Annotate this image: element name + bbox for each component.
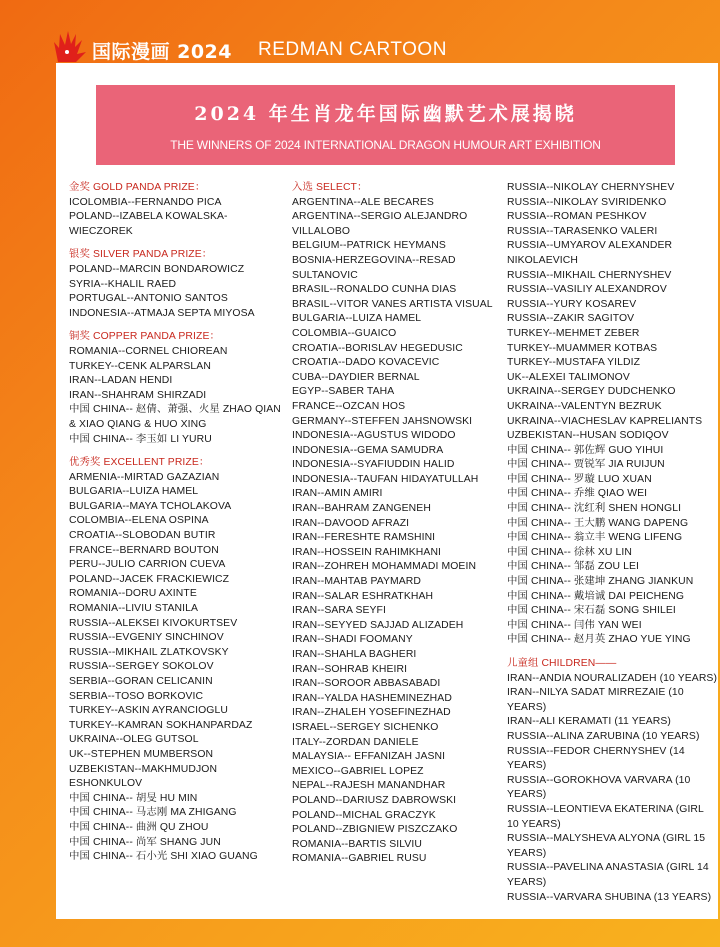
winner-entry: ROMANIA--BARTIS SILVIU <box>292 838 422 850</box>
winner-entry: RUSSIA--VASILIY ALEXANDROV <box>507 284 667 296</box>
content-panel <box>56 63 718 919</box>
section-gap <box>69 321 283 330</box>
winner-entry: COLOMBIA--ELENA OSPINA <box>69 515 209 527</box>
winner-entry: 中国 CHINA-- 赵倩、萧强、火星 ZHAO QIAN & XIAO QIANG & HUO XING <box>69 404 281 430</box>
winner-entry: RUSSIA--FEDOR CHERNYSHEV (14 YEARS) <box>507 745 685 772</box>
winner-entry: 中国 CHINA-- 翁立丰 WENG LIFENG <box>507 532 683 544</box>
winner-entry: RUSSIA--ZAKIR SAGITOV <box>507 313 635 325</box>
winner-entry: IRAN--SHADI FOOMANY <box>292 634 413 646</box>
winner-entry: 中国 CHINA-- 贾锐军 JIA RUIJUN <box>507 459 665 471</box>
winner-entry: CUBA--DAYDIER BERNAL <box>292 371 420 383</box>
winner-entry: ISRAEL--SERGEY SICHENKO <box>292 721 439 733</box>
winner-entry: CROATIA--BORISLAV HEGEDUSIC <box>292 342 463 354</box>
winner-entry: UKRAINA--SERGEY DUDCHENKO <box>507 386 676 398</box>
banner-title-cn: 2024 年生肖龙年国际幽默艺术展揭晓 <box>194 103 577 125</box>
winner-entry: SYRIA--KHALIL RAED <box>69 278 177 290</box>
winner-entry: RUSSIA--MALYSHEVA ALYONA (GIRL 15 YEARS) <box>507 833 706 859</box>
winner-entry: COLOMBIA--GUAICO <box>292 327 397 339</box>
winner-entry: ROMANIA--GABRIEL RUSU <box>292 853 427 865</box>
winner-entry: IRAN--SEYYED SAJJAD ALIZADEH <box>292 619 464 631</box>
prize-heading: 儿童组 CHILDREN—— <box>507 658 617 669</box>
winner-entry: BRASIL--RONALDO CUNHA DIAS <box>292 284 457 296</box>
winner-entry: IRAN--YALDA HASHEMINEZHAD <box>292 692 452 704</box>
winner-entry: ROMANIA--CORNEL CHIOREAN <box>69 345 228 357</box>
winner-entry: PERU--JULIO CARRION CUEVA <box>69 559 226 571</box>
winner-entry: IRAN--ANDIA NOURALIZADEH (10 YEARS) <box>507 672 718 684</box>
winner-entry: IRAN--SARA SEYFI <box>292 605 386 617</box>
winner-entry: POLAND--MICHAL GRACZYK <box>292 809 436 821</box>
winner-entry: UKRAINA--VALENTYN BEZRUK <box>507 400 662 412</box>
winner-entry: RUSSIA--LEONTIEVA EKATERINA (GIRL 10 YEARS) <box>507 803 704 830</box>
winner-entry: ARMENIA--MIRTAD GAZAZIAN <box>69 471 220 483</box>
winner-entry: 中国 CHINA-- 郭佐辉 GUO YIHUI <box>507 444 664 456</box>
winner-entry: IRAN--LADAN HENDI <box>69 375 173 387</box>
winner-entry: 中国 CHINA-- 李玉如 LI YURU <box>69 433 212 445</box>
winner-entry: RUSSIA--SERGEY SOKOLOV <box>69 661 214 673</box>
winner-entry: IRAN--BAHRAM ZANGENEH <box>292 503 431 515</box>
prize-heading: 优秀奖 EXCELLENT PRIZE： <box>69 457 210 469</box>
winner-entry: IRAN--ZOHREH MOHAMMADI MOEIN <box>292 561 477 573</box>
winner-entry: UK--STEPHEN MUMBERSON <box>69 748 214 760</box>
winner-entry: RUSSIA--NIKOLAY SVIRIDENKO <box>507 196 667 208</box>
winner-entry: UK--ALEXEI TALIMONOV <box>507 371 630 383</box>
winner-entry: 中国 CHINA-- 宋石磊 SONG SHILEI <box>507 605 676 617</box>
winner-entry: RUSSIA--PAVELINA ANASTASIA (GIRL 14 YEARS) <box>507 862 709 888</box>
winner-entry: INDONESIA--SYAFIUDDIN HALID <box>292 459 455 471</box>
winner-entry: UKRAINA--OLEG GUTSOL <box>69 734 199 746</box>
title-banner <box>96 85 675 165</box>
winner-entry: IRAN--AMIN AMIRI <box>292 488 383 500</box>
winner-entry: BULGARIA--LUIZA HAMEL <box>69 486 199 498</box>
winner-entry: TURKEY--KAMRAN SOKHANPARDAZ <box>69 719 253 731</box>
winner-entry: RUSSIA--MIKHAIL CHERNYSHEV <box>507 269 672 281</box>
winner-entry: IRAN--SALAR ESHRATKHAH <box>292 590 434 602</box>
winners-column-1 <box>69 181 283 865</box>
winner-entry: INDONESIA--GEMA SAMUDRA <box>292 444 444 456</box>
section-gap <box>69 239 283 248</box>
header-title-cn: 国际漫画 2024 <box>92 41 232 63</box>
winner-entry: ROMANIA--DORU AXINTE <box>69 588 197 600</box>
winner-entry: RUSSIA--ALINA ZARUBINA (10 YEARS) <box>507 730 700 742</box>
prize-heading: 入选 SELECT： <box>292 182 368 193</box>
winner-entry: UKRAINA--VIACHESLAV KAPRELIANTS <box>507 415 703 427</box>
winner-entry: 中国 CHINA-- 胡旻 HU MIN <box>69 792 198 804</box>
winner-entry: RUSSIA--EVGENIY SINCHINOV <box>69 632 224 644</box>
winner-entry: CROATIA--SLOBODAN BUTIR <box>69 530 216 542</box>
winner-entry: TURKEY--CENK ALPARSLAN <box>69 360 211 372</box>
winner-entry: RUSSIA--YURY KOSAREV <box>507 298 637 310</box>
winner-entry: BOSNIA-HERZEGOVINA--RESAD SULTANOVIC <box>292 254 456 281</box>
prize-heading: 铜奖 COPPER PANDA PRIZE： <box>69 331 220 343</box>
winners-column-3 <box>507 181 717 905</box>
winner-entry: RUSSIA--MIKHAIL ZLATKOVSKY <box>69 646 229 658</box>
winner-entry: UZBEKISTAN--HUSAN SODIQOV <box>507 430 669 442</box>
winner-entry: RUSSIA--NIKOLAY CHERNYSHEV <box>507 182 675 193</box>
banner-title-en: THE WINNERS OF 2024 INTERNATIONAL DRAGON HUMOUR ART EXHIBITION <box>170 138 601 152</box>
winner-entry: IRAN--DAVOOD AFRAZI <box>292 517 410 529</box>
winner-entry: ROMANIA--LIVIU STANILA <box>69 603 199 615</box>
winner-entry: IRAN--ZHALEH YOSEFINEZHAD <box>292 707 451 719</box>
winner-entry: 中国 CHINA-- 罗璇 LUO XUAN <box>507 473 652 485</box>
winner-entry: 中国 CHINA-- 马志刚 MA ZHIGANG <box>69 807 237 819</box>
winner-entry: PORTUGAL--ANTONIO SANTOS <box>69 293 228 305</box>
winner-entry: ITALY--ZORDAN DANIELE <box>292 736 419 748</box>
prize-heading: 金奖 GOLD PANDA PRIZE： <box>69 182 206 193</box>
winner-entry: IRAN--SHAHLA BAGHERI <box>292 649 417 660</box>
section-gap <box>69 447 283 456</box>
winner-entry: 中国 CHINA-- 沈红利 SHEN HONGLI <box>507 503 682 515</box>
winner-entry: TURKEY--ASKIN AYRANCIOGLU <box>69 705 228 717</box>
winner-entry: MEXICO--GABRIEL LOPEZ <box>292 765 424 777</box>
redman-logo-icon <box>50 28 94 64</box>
winner-entry: POLAND--JACEK FRACKIEWICZ <box>69 573 230 585</box>
winner-entry: 中国 CHINA-- 张建坤 ZHANG JIANKUN <box>507 576 694 588</box>
winner-entry: POLAND--MARCIN BONDAROWICZ <box>69 263 245 275</box>
winner-entry: BRASIL--VITOR VANES ARTISTA VISUAL <box>292 298 493 310</box>
winner-entry: ICOLOMBIA--FERNANDO PICA <box>69 196 222 208</box>
winner-entry: 中国 CHINA-- 曲洲 QU ZHOU <box>69 821 209 833</box>
winner-entry: IRAN--HOSSEIN RAHIMKHANI <box>292 546 442 558</box>
winner-entry: IRAN--FERESHTE RAMSHINI <box>292 532 436 544</box>
header-title-en: REDMAN CARTOON <box>258 39 447 60</box>
winner-entry: ARGENTINA--SERGIO ALEJANDRO VILLALOBO <box>292 211 468 237</box>
winner-entry: MALAYSIA-- EFFANIZAH JASNI <box>292 751 446 763</box>
winner-entry: TURKEY--MEHMET ZEBER <box>507 327 640 339</box>
winner-entry: RUSSIA--ROMAN PESHKOV <box>507 211 647 223</box>
winner-entry: RUSSIA--TARASENKO VALERI <box>507 225 658 237</box>
winner-entry: BULGARIA--MAYA TCHOLAKOVA <box>69 500 232 512</box>
winner-entry: IRAN--SOROOR ABBASABADI <box>292 678 441 690</box>
winner-entry: TURKEY--MUAMMER KOTBAS <box>507 342 658 354</box>
winner-entry: IRAN--SOHRAB KHEIRI <box>292 663 408 675</box>
winner-entry: NEPAL--RAJESH MANANDHAR <box>292 780 446 792</box>
winner-entry: IRAN--MAHTAB PAYMARD <box>292 576 421 588</box>
winner-entry: 中国 CHINA-- 尚军 SHANG JUN <box>69 836 221 848</box>
winner-entry: BELGIUM--PATRICK HEYMANS <box>292 240 446 252</box>
winner-entry: 中国 CHINA-- 王大鹏 WANG DAPENG <box>507 517 689 529</box>
winner-entry: POLAND--ZBIGNIEW PISZCZAKO <box>292 824 458 836</box>
winner-entry: FRANCE--OZCAN HOS <box>292 400 406 412</box>
winner-entry: IRAN--NILYA SADAT MIRREZAIE (10 YEARS) <box>507 687 684 713</box>
winner-entry: ARGENTINA--ALE BECARES <box>292 196 434 208</box>
winner-entry: INDONESIA--ATMAJA SEPTA MIYOSA <box>69 307 255 319</box>
winner-entry: 中国 CHINA-- 戴培诚 DAI PEICHENG <box>507 590 685 602</box>
winner-entry: POLAND--DARIUSZ DABROWSKI <box>292 794 457 806</box>
winner-entry: 中国 CHINA-- 徐林 XU LIN <box>507 546 632 558</box>
winner-entry: 中国 CHINA-- 赵月英 ZHAO YUE YING <box>507 634 691 646</box>
winner-entry: GERMANY--STEFFEN JAHSNOWSKI <box>292 415 473 427</box>
winner-entry: RUSSIA--GOROKHOVA VARVARA (10 YEARS) <box>507 774 691 801</box>
winner-entry: RUSSIA--UMYAROV ALEXANDER NIKOLAEVICH <box>507 240 673 266</box>
winner-entry: IRAN--ALI KERAMATI (11 YEARS) <box>507 716 671 728</box>
winner-entry: SERBIA--TOSO BORKOVIC <box>69 690 204 702</box>
winner-entry: EGYP--SABER TAHA <box>292 386 395 398</box>
winner-entry: RUSSIA--VARVARA SHUBINA (13 YEARS) <box>507 891 712 903</box>
winner-entry: TURKEY--MUSTAFA YILDIZ <box>507 357 641 369</box>
winner-entry: 中国 CHINA-- 闫伟 YAN WEI <box>507 619 642 631</box>
winner-entry: UZBEKISTAN--MAKHMUDJON ESHONKULOV <box>69 763 218 790</box>
winner-entry: 中国 CHINA-- 石小光 SHI XIAO GUANG <box>69 851 258 863</box>
winner-entry: IRAN--SHAHRAM SHIRZADI <box>69 389 207 401</box>
winner-entry: BULGARIA--LUIZA HAMEL <box>292 313 422 325</box>
winner-entry: INDONESIA--TAUFAN HIDAYATULLAH <box>292 473 479 485</box>
winner-entry: INDONESIA--AGUSTUS WIDODO <box>292 430 456 442</box>
prize-heading: 银奖 SILVER PANDA PRIZE： <box>69 249 213 261</box>
section-gap <box>507 648 717 657</box>
winner-entry: POLAND--IZABELA KOWALSKA-WIECZOREK <box>69 211 228 237</box>
winners-column-2 <box>292 181 502 867</box>
winner-entry: RUSSIA--ALEKSEI KIVOKURTSEV <box>69 617 238 629</box>
winner-entry: 中国 CHINA-- 乔维 QIAO WEI <box>507 488 648 500</box>
winner-entry: FRANCE--BERNARD BOUTON <box>69 544 219 556</box>
winner-entry: SERBIA--GORAN CELICANIN <box>69 676 213 687</box>
winner-entry: CROATIA--DADO KOVACEVIC <box>292 357 440 369</box>
winner-entry: 中国 CHINA-- 邹磊 ZOU LEI <box>507 561 639 573</box>
